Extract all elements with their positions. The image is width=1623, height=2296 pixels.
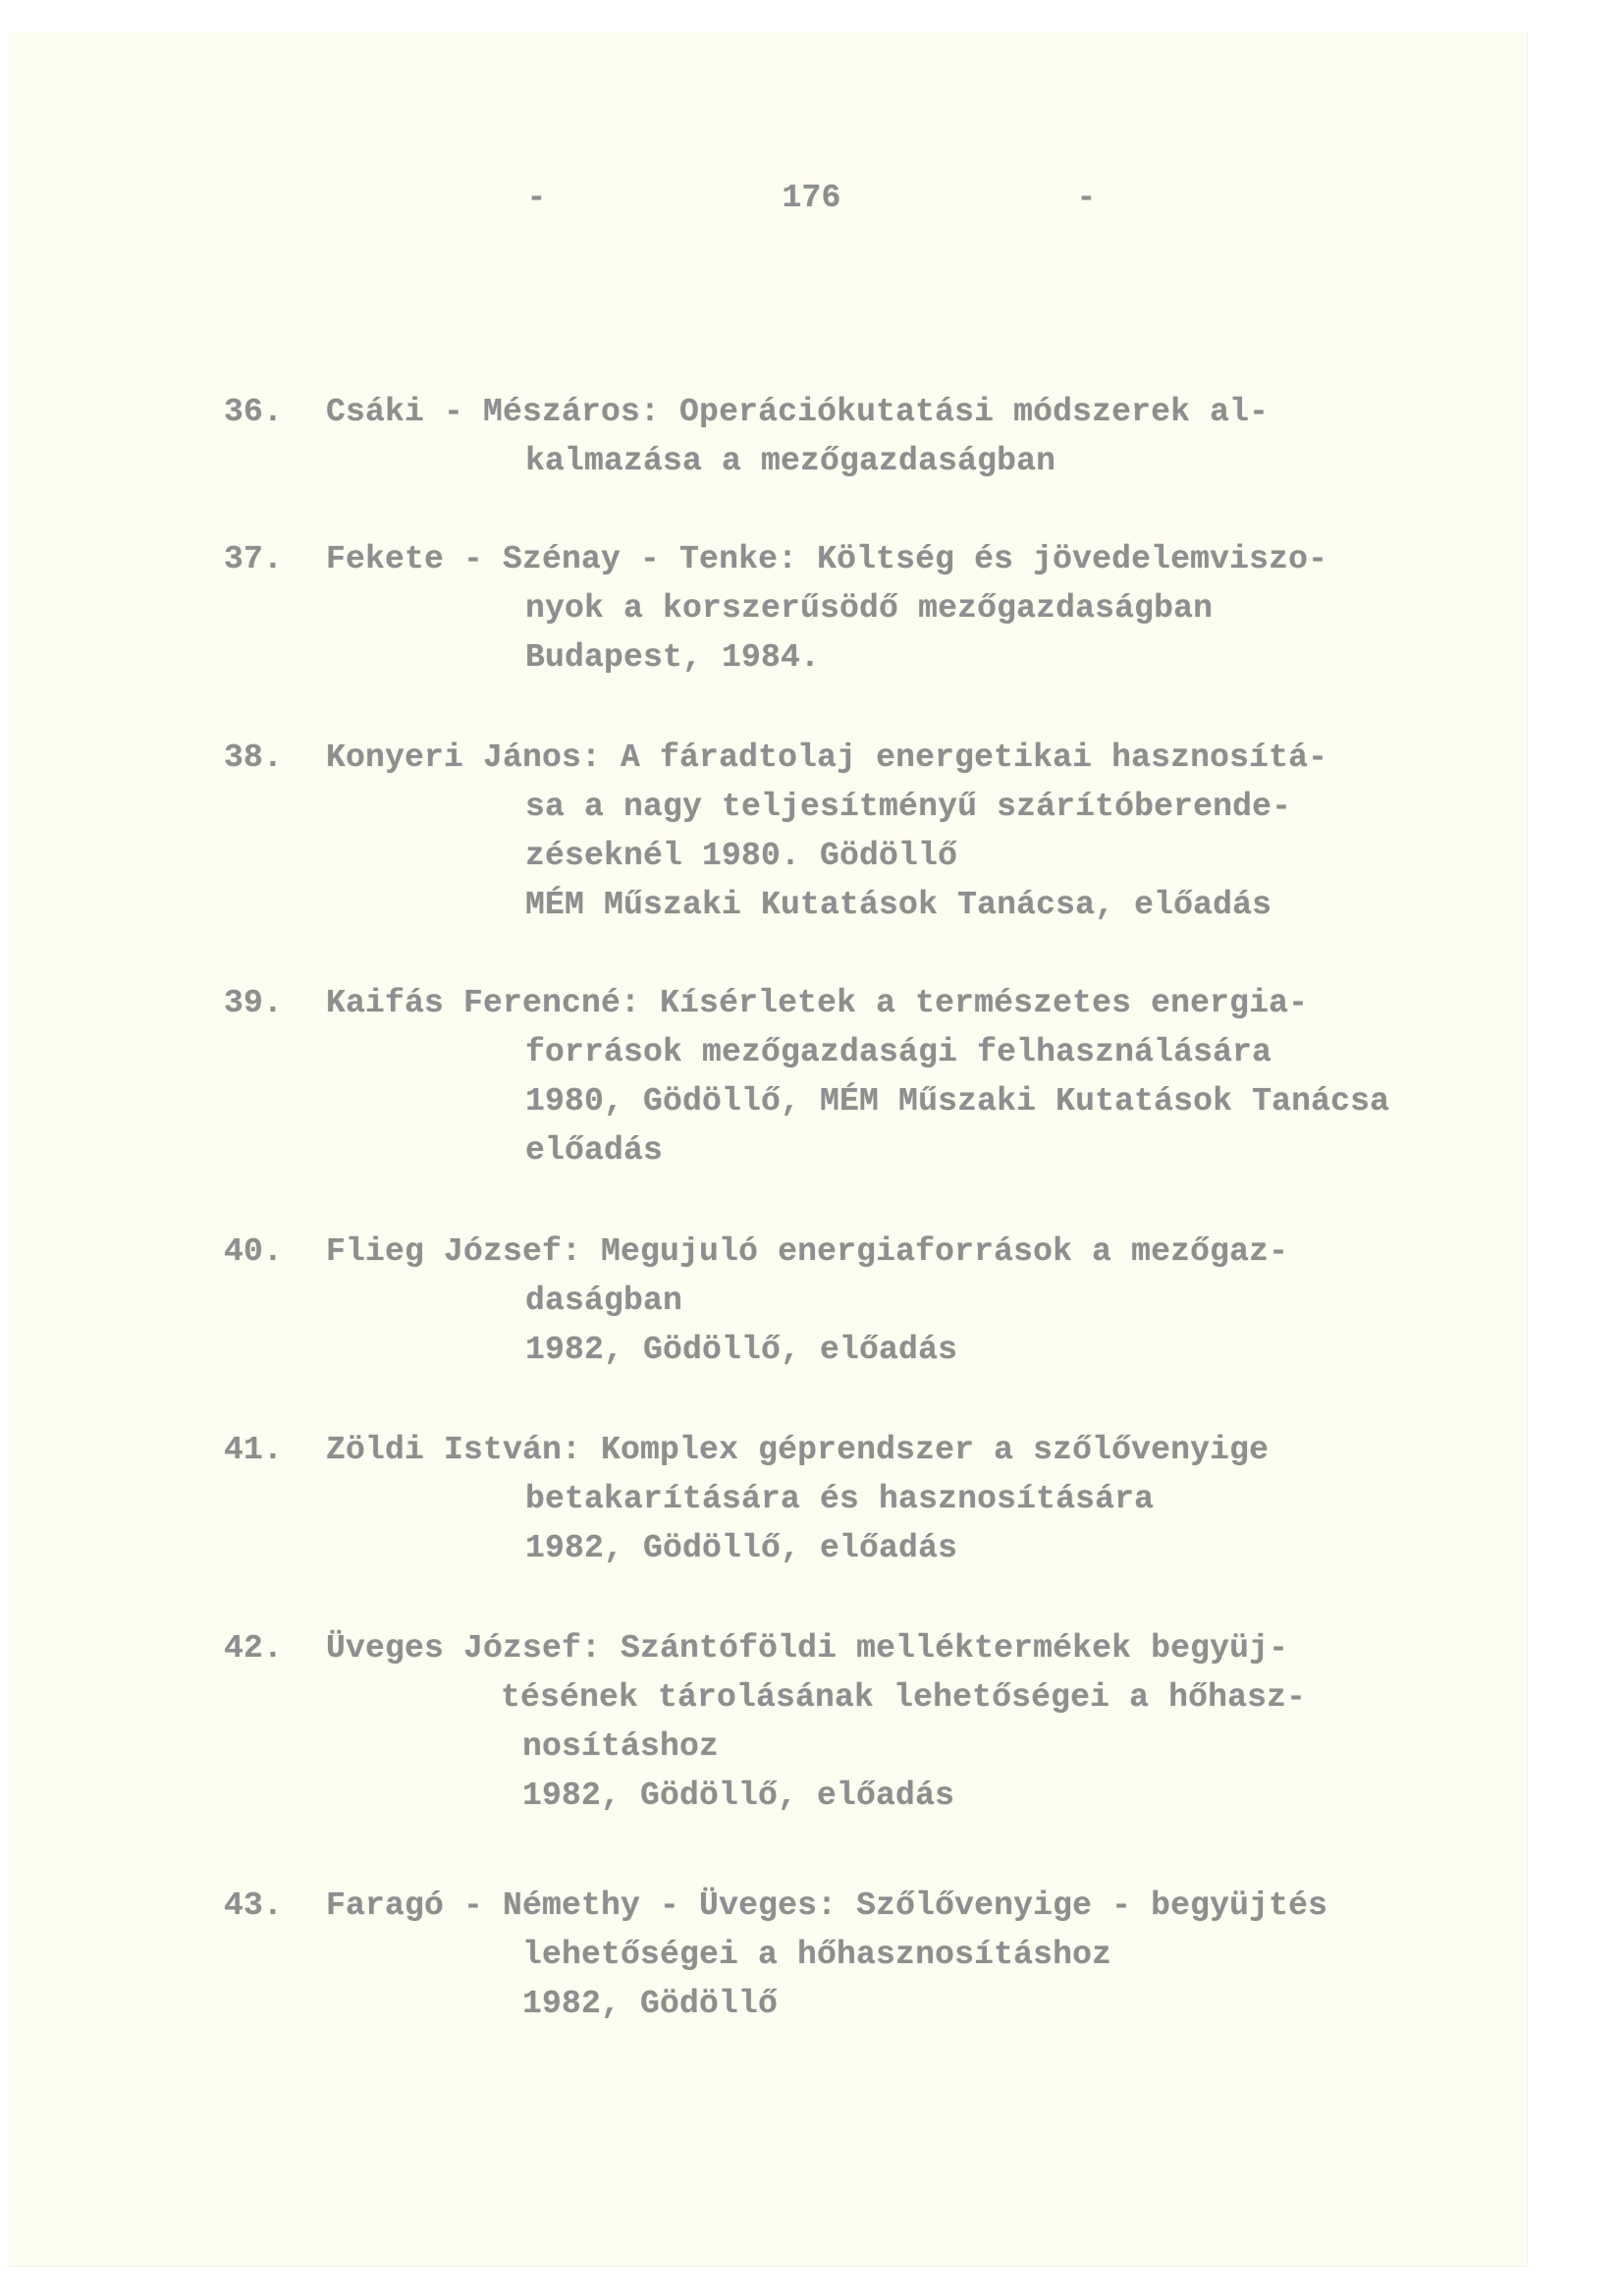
entry-number: 41. [224, 1432, 284, 1468]
entry-line: 1982, Gödöllő [522, 1986, 779, 2022]
entry-line: Kaifás Ferencné: Kísérletek a természetes energia- [326, 985, 1309, 1021]
entry-line: nyok a korszerűsödő mezőgazdaságban [525, 590, 1214, 627]
entry-number: 42. [224, 1630, 284, 1667]
entry-number: 40. [224, 1233, 284, 1270]
entry-number: 37. [224, 541, 284, 577]
page-number: - 176 - [526, 180, 1097, 216]
entry-line: 1982, Gödöllő, előadás [522, 1777, 955, 1814]
entry-number: 39. [224, 985, 284, 1021]
entry-line: zéseknél 1980. Gödöllő [525, 838, 958, 874]
entry-line: tésének tárolásának lehetőségei a hőhasz- [501, 1679, 1307, 1716]
entry-number: 43. [224, 1887, 284, 1924]
entry-line: kalmazása a mezőgazdaságban [525, 443, 1056, 479]
entry-line: Üveges József: Szántóföldi melléktermékek begyüj- [326, 1630, 1289, 1667]
entry-line: 1982, Gödöllő, előadás [525, 1530, 958, 1566]
entry-line: források mezőgazdasági felhasználására [525, 1034, 1272, 1070]
entry-line: Flieg József: Megujuló energiaforrások a mezőgaz- [326, 1233, 1289, 1270]
entry-line: 1982, Gödöllő, előadás [525, 1332, 958, 1368]
entry-line: daságban [525, 1283, 683, 1319]
entry-line: Konyeri János: A fáradtolaj energetikai hasznosítá- [326, 739, 1328, 776]
entry-line: betakarítására és hasznosítására [525, 1481, 1155, 1517]
entry-line: nosításhoz [522, 1728, 720, 1765]
entry-line: Faragó - Némethy - Üveges: Szőlővenyige - begyüjtés [326, 1887, 1328, 1924]
entry-line: Fekete - Szénay - Tenke: Költség és jövedelemviszo- [326, 541, 1328, 577]
entry-number: 38. [224, 739, 284, 776]
entry-line: előadás [525, 1132, 664, 1169]
entry-line: Zöldi István: Komplex géprendszer a szőlővenyige [326, 1432, 1270, 1468]
entry-line: lehetőségei a hőhasznosításhoz [522, 1937, 1112, 1973]
entry-line: sa a nagy teljesítményű szárítóberende- [525, 789, 1292, 825]
entry-line: Csáki - Mészáros: Operációkutatási módszerek al- [326, 394, 1270, 430]
entry-line: MÉM Műszaki Kutatások Tanácsa, előadás [525, 887, 1272, 923]
entry-line: Budapest, 1984. [525, 639, 821, 676]
entry-line: 1980, Gödöllő, MÉM Műszaki Kutatások Tanácsa [525, 1083, 1390, 1120]
entry-number: 36. [224, 394, 284, 430]
